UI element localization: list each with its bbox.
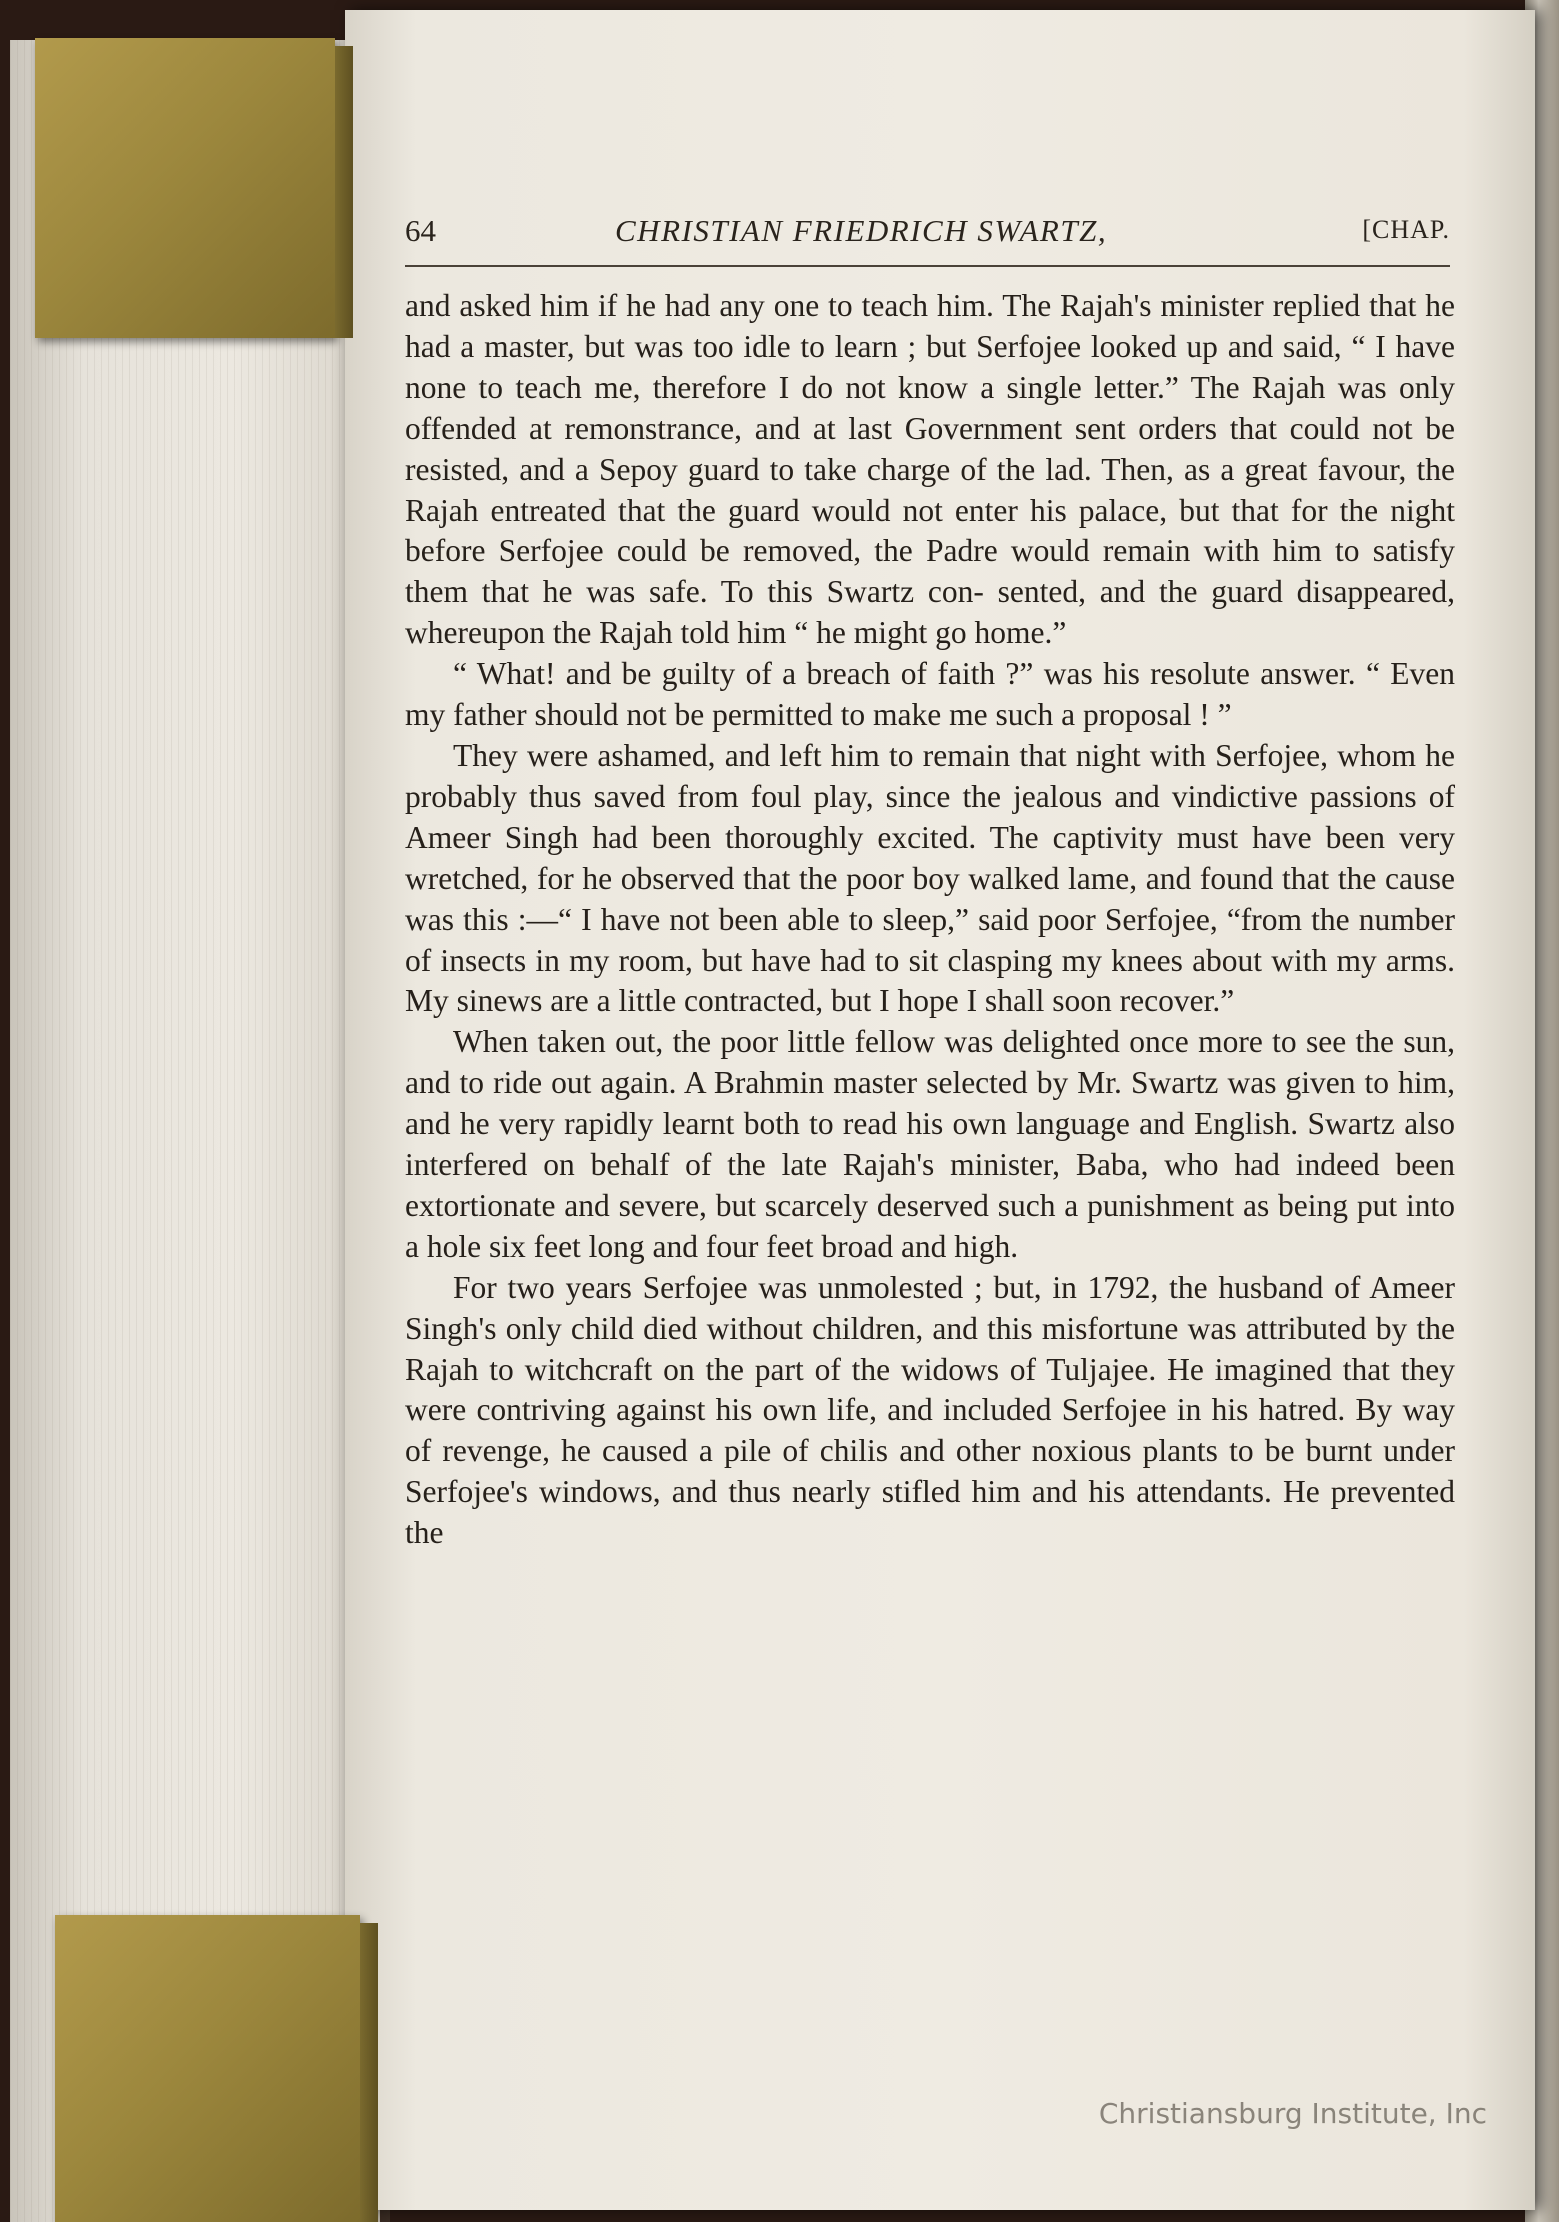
paragraph: For two years Serfojee was unmolested ; but, in 1792, the husband of Ameer Singh's only child died without children, and this misfortune was attributed by the Rajah to witchcraft on the part of the widows of Tuljajee. He imagined that they were contriving against his own life, and included Serfojee in his hatred. By way of revenge, he caused a pile of chilis and other noxious plants to be burnt under Serfojee's windows, and thus nearly stifled him and his attendants. He prevented the: [405, 1269, 1455, 1551]
paragraph: They were ashamed, and left him to remain that night with Serfojee, whom he probably thus saved from foul play, since the jealous and vindictive passions of Ameer Singh had been thoroughly excited. The captivity must have been very wretched, for he observed that the poor boy walked lame, and found that the cause was this :—“ I have not been able to sleep,” said poor Serfojee, “from the number of insects in my room, but have had to sit clasping my knees about with my arms. My sinews are a little contracted, but I hope I shall soon recover.”: [405, 737, 1455, 1019]
body-text: [405, 286, 1455, 1554]
running-title: CHRISTIAN FRIEDRICH SWARTZ,: [615, 213, 1108, 248]
running-head: [405, 205, 1450, 255]
chapter-label: [CHAP.: [1362, 215, 1450, 244]
paragraph: When taken out, the poor little fellow was delighted once more to see the sun, and to ride out again. A Brahmin master selected by Mr. Swartz was given to him, and he very rapidly learnt both to read his own language and English. Swartz also interfered on behalf of the late Rajah's minister, Baba, who had indeed been extortionate and severe, but scarcely deserved such a punishment as being put into a hole six feet long and four feet broad and high.: [405, 1024, 1455, 1264]
page-number: 64: [405, 213, 436, 248]
header-rule: [405, 265, 1450, 267]
paragraph: and asked him if he had any one to teach him. The Rajah's minister replied that he had a master, but was too idle to learn ; but Serfojee looked up and said, “ I have none to teach me, therefore I do not know a single letter.” The Rajah was only offended at remonstrance, and at last Government sent orders that could not be resisted, and a Sepoy guard to take charge of the lad. Then, as a great favour, the Rajah entreated that the guard would not enter his palace, but that for the night before Serfojee could be removed, the Padre would remain with him to satisfy them that he was safe. To this Swartz con- sented, and the guard disappeared, whereupon the Rajah told him “ he might go home.”: [405, 288, 1455, 651]
watermark: Christiansburg Institute, Inc: [1098, 2097, 1487, 2130]
book-clip-bottom: [55, 1915, 360, 2222]
paragraph: “ What! and be guilty of a breach of faith ?” was his resolute answer. “ Even my father should not be permitted to make me such a proposal ! ”: [405, 656, 1455, 733]
page-stack: [10, 40, 380, 2222]
book-clip-top: [35, 38, 335, 338]
